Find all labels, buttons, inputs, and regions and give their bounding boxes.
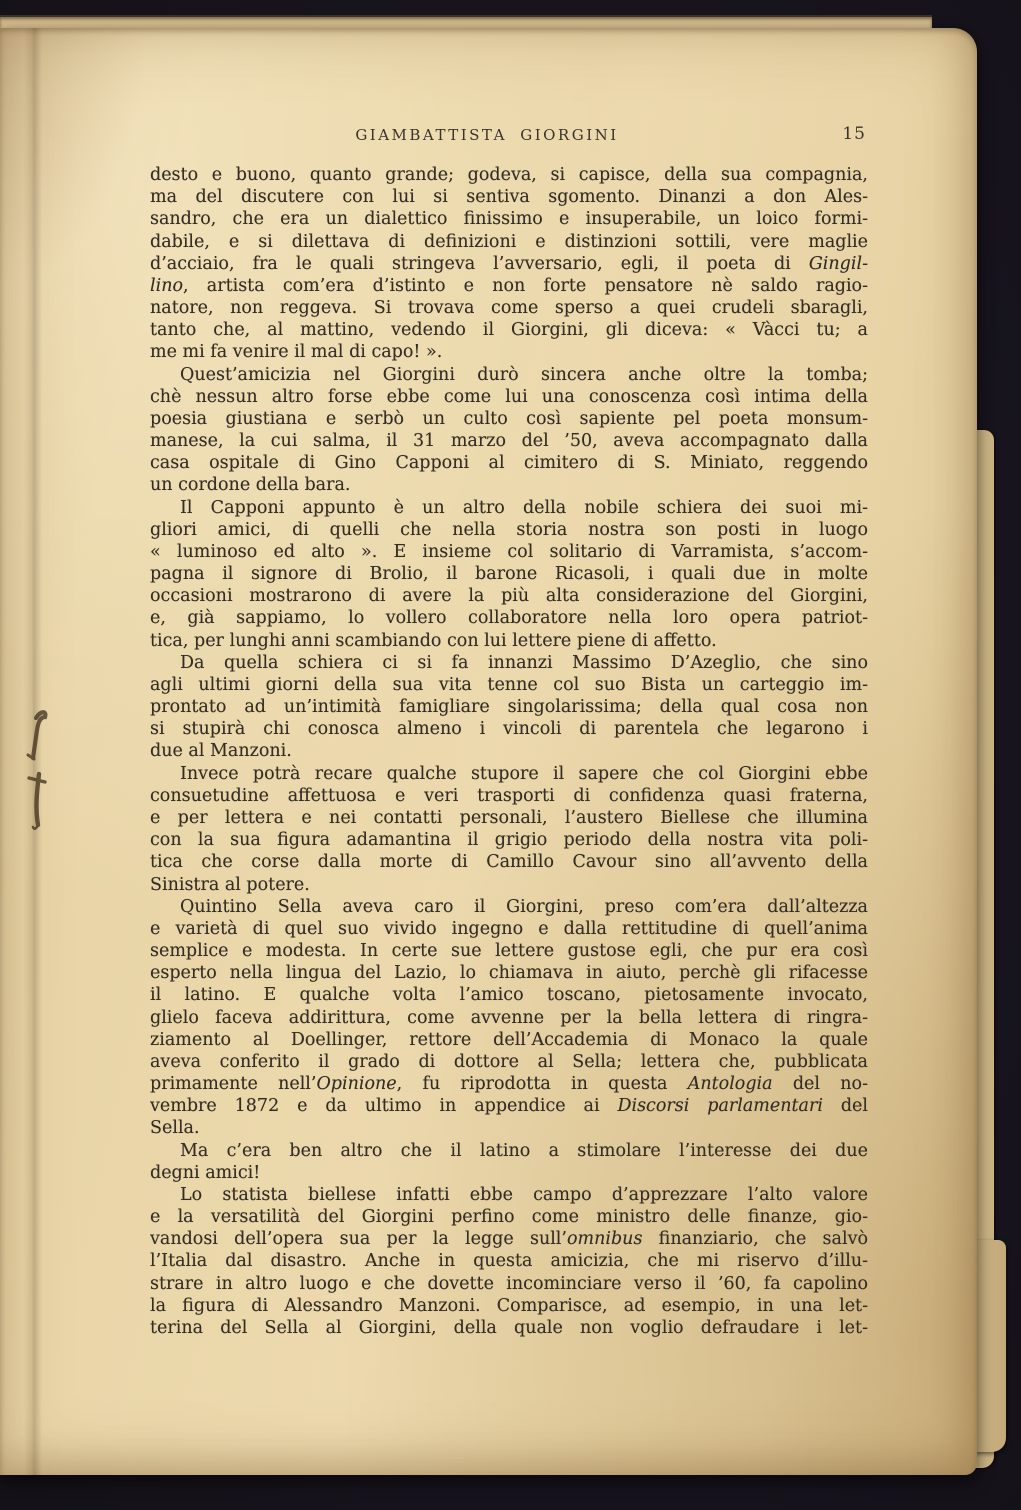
text-line: due al Manzoni. (150, 741, 292, 762)
text-line: sandro, che era un dialettico finissimo e insuperabile, un loico formi- (150, 209, 868, 230)
text-line: un cordone della bara. (150, 475, 351, 496)
text-line: pagna il signore di Brolio, il barone Ricasoli, i quali due in molte (150, 564, 868, 585)
text-line: dabile, e si dilettava di definizioni e distinzioni sottili, vere maglie (150, 231, 868, 252)
text-line: tanto che, al mattino, vedendo il Giorgini, gli diceva: « Vàcci tu; a (150, 320, 868, 341)
text-line: Quest’amicizia nel Giorgini durò sincera anche oltre la tomba; (180, 364, 868, 385)
text-line: aveva conferito il grado di dottore al Sella; lettera che, pubblicata (150, 1051, 868, 1072)
text-line: degni amici! (150, 1162, 261, 1183)
text-line: lino, artista com’era d’istinto e non forte pensatore nè saldo ragio- (150, 275, 868, 296)
text-line: d’acciaio, fra le quali stringeva l’avversario, egli, il poeta di Gingil- (150, 253, 868, 274)
text-line: si stupirà chi conosca almeno i vincoli di parentela che legarono i (150, 719, 868, 740)
text-line: me mi fa venire il mal di capo! ». (150, 342, 443, 363)
running-head-title: GIAMBATTISTA GIORGINI (355, 126, 619, 144)
text-line: Ma c’era ben altro che il latino a stimolare l’interesse dei due (180, 1140, 868, 1161)
text-line: e la versatilità del Giorgini perfino come ministro delle finanze, gio- (150, 1207, 868, 1228)
text-line: e, già sappiamo, lo vollero collaboratore nella loro opera patriot- (150, 608, 868, 629)
text-line: primamente nell’Opinione, fu riprodotta in questa Antologia del no- (150, 1074, 868, 1095)
text-line: « luminoso ed alto ». E insieme col solitario di Varramista, s’accom- (150, 541, 868, 562)
text-line: consuetudine affettuosa e veri trasporti di confidenza quasi fraterna, (150, 785, 868, 806)
text-line: con la sua figura adamantina il grigio periodo della nostra vita poli- (150, 830, 868, 851)
text-line: tica, per lunghi anni scambiando con lui lettere piene di affetto. (150, 630, 717, 651)
text-line: terina del Sella al Giorgini, della quale non voglio defraudare i let- (150, 1317, 868, 1338)
text-line: desto e buono, quanto grande; godeva, si capisce, della sua compagnia, (150, 165, 868, 185)
text-line: la figura di Alessandro Manzoni. Comparisce, ad esempio, in una let- (150, 1295, 868, 1316)
text-line: Il Capponi appunto è un altro della nobile schiera dei suoi mi- (180, 497, 868, 518)
margin-ink-marks-icon (14, 706, 60, 836)
text-line: vandosi dell’opera sua per la legge sull’omnibus finanziario, che salvò (150, 1229, 868, 1250)
text-line: ma del discutere con lui si sentiva sgomento. Dinanzi a don Ales- (150, 187, 868, 208)
text-line: gliori amici, di quelli che nella storia nostra son posti in luogo (150, 519, 868, 540)
text-line: Sinistra al potere. (150, 874, 310, 895)
text-line: Sella. (150, 1118, 200, 1139)
text-line: prontato ad un’intimità famigliare singolarissima; della qual cosa non (150, 697, 868, 718)
text-line: Invece potrà recare qualche stupore il sapere che col Giorgini ebbe (180, 763, 868, 784)
text-line: agli ultimi giorni della sua vita tenne col suo Bista un carteggio im- (150, 674, 868, 695)
text-line: Quintino Sella aveva caro il Giorgini, preso com’era dall’altezza (180, 896, 868, 917)
text-line: glielo faceva addirittura, come avvenne per la bella lettera di ringra- (150, 1007, 868, 1028)
text-line: chè nessun altro forse ebbe come lui una conoscenza così intima della (150, 386, 868, 407)
text-line: e per lettera e nei contatti personali, l’austero Biellese che illumina (150, 807, 868, 828)
text-line: natore, non reggeva. Si trovava come sperso a quei crudeli sbaragli, (150, 298, 868, 319)
page-body (150, 164, 868, 1339)
text-line: semplice e modesta. In certe sue lettere gustose egli, che pur era così (150, 941, 868, 962)
text-line: esperto nella lingua del Lazio, lo chiamava in aiuto, perchè gli rifacesse (150, 963, 868, 984)
text-line: l’Italia dal disastro. Anche in questa amicizia, che mi riservo d’illu- (150, 1251, 868, 1272)
text-column (150, 124, 868, 1339)
text-line: e varietà di quel suo vivido ingegno e dalla rettitudine di quell’anima (150, 918, 868, 939)
text-line: ziamento al Doellinger, rettore dell’Accademia di Monaco la quale (150, 1029, 868, 1050)
text-line: manese, la cui salma, il 31 marzo del ’50, aveva accompagnato dalla (150, 431, 868, 452)
book-page (0, 28, 977, 1475)
page-number: 15 (842, 124, 866, 144)
text-line: vembre 1872 e da ultimo in appendice ai Discorsi parlamentari del (150, 1096, 868, 1117)
text-line: Da quella schiera ci si fa innanzi Massimo D’Azeglio, che sino (180, 652, 868, 673)
text-line: occasioni mostrarono di avere la più alta considerazione del Giorgini, (150, 586, 868, 607)
text-line: Lo statista biellese infatti ebbe campo d’apprezzare l’alto valore (180, 1184, 868, 1205)
text-line: poesia giustiana e serbò un culto così sapiente pel poeta monsum- (150, 408, 868, 429)
text-line: tica che corse dalla morte di Camillo Cavour sino all’avvento della (150, 852, 868, 873)
text-line: il latino. E qualche volta l’amico toscano, pietosamente invocato, (150, 985, 868, 1006)
text-line: casa ospitale di Gino Capponi al cimitero di S. Miniato, reggendo (150, 453, 868, 474)
page-header (150, 124, 868, 150)
text-line: strare in altro luogo e che dovette incominciare verso il ’60, fa capolino (150, 1273, 868, 1294)
